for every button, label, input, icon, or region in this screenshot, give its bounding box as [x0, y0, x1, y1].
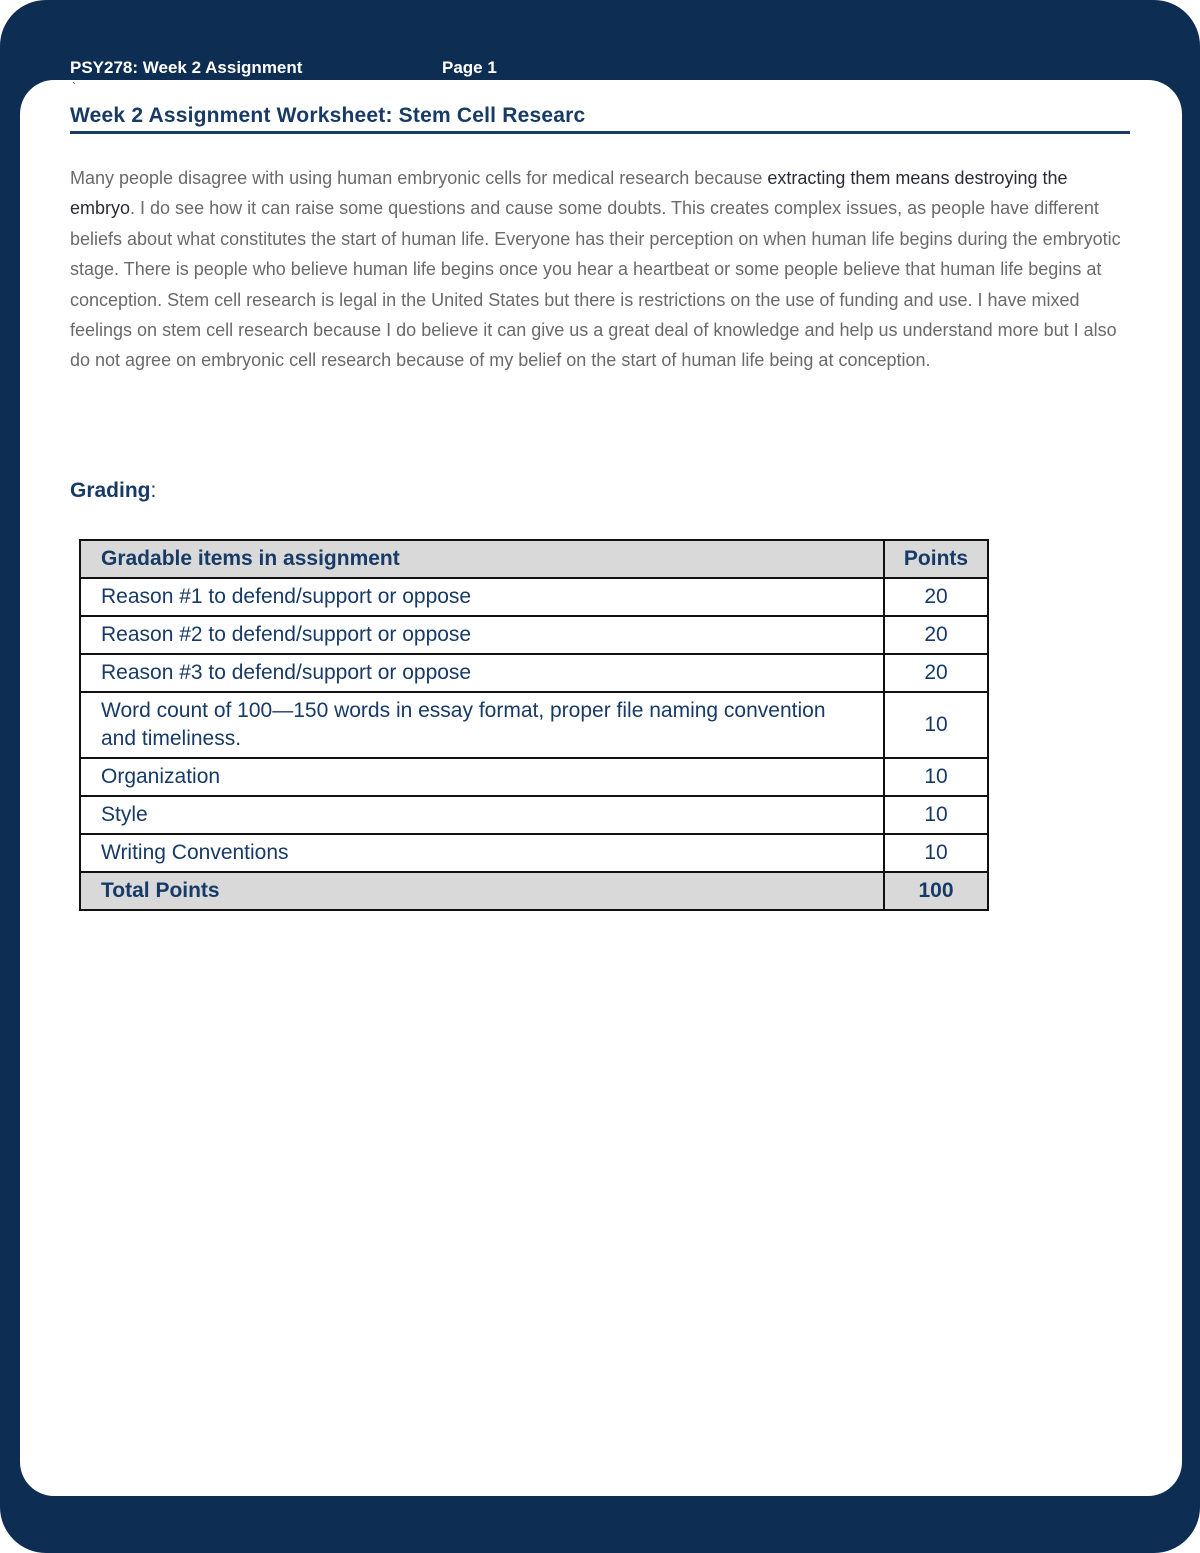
stray-mark: `	[72, 80, 76, 94]
total-row	[80, 872, 988, 910]
header-items: Gradable items in assignment	[80, 540, 884, 578]
row-item: Reason #3 to defend/support or oppose	[80, 654, 884, 692]
grading-heading	[70, 479, 156, 503]
grading-label: Grading	[70, 479, 151, 502]
total-label: Total Points	[80, 872, 884, 910]
document-title: Week 2 Assignment Worksheet: Stem Cell Researc	[70, 104, 1130, 134]
total-points: 100	[884, 872, 988, 910]
table-row	[80, 796, 988, 834]
row-points: 10	[884, 834, 988, 872]
grading-colon: :	[150, 479, 157, 502]
table-row	[80, 758, 988, 796]
table-header-row	[80, 540, 988, 578]
table-row	[80, 692, 988, 758]
row-item: Reason #1 to defend/support or oppose	[80, 578, 884, 616]
page-number: Page 1	[442, 58, 497, 77]
row-points: 20	[884, 616, 988, 654]
table-row	[80, 578, 988, 616]
row-item: Reason #2 to defend/support or oppose	[80, 616, 884, 654]
row-item: Style	[80, 796, 884, 834]
table-row	[80, 616, 988, 654]
row-points: 10	[884, 758, 988, 796]
grading-table	[79, 539, 989, 911]
header-points: Points	[884, 540, 988, 578]
essay-rest: . I do see how it can raise some questions and cause some doubts. This creates complex issues, as people have different beliefs about what constitutes the start of human life. Everyone has their perception on when human life begins during the embryotic stage. There is people who believe human life begins once you hear a heartbeat or some people believe that human life begins at conception. Stem cell research is legal in the United States but there is restrictions on the use of funding and use. I have mixed feelings on stem cell research because I do believe it can give us a great deal of knowledge and help us understand more but I also do not agree on embryonic cell research because of my belief on the start of human life being at conception.	[70, 198, 1121, 371]
row-points: 20	[884, 578, 988, 616]
row-item: Word count of 100—150 words in essay format, proper file naming convention and timeliness.	[80, 692, 884, 758]
row-points: 20	[884, 654, 988, 692]
table-row	[80, 654, 988, 692]
essay-highlight: extracting them means destroying the embryo	[70, 168, 1068, 219]
course-title: PSY278: Week 2 Assignment	[70, 58, 303, 77]
row-points: 10	[884, 796, 988, 834]
essay-lead: Many people disagree with using human embryonic cells for medical research because	[70, 168, 768, 188]
table-row	[80, 834, 988, 872]
essay-paragraph	[70, 163, 1132, 376]
row-points: 10	[884, 692, 988, 758]
row-item: Writing Conventions	[80, 834, 884, 872]
running-header	[70, 58, 497, 80]
row-item: Organization	[80, 758, 884, 796]
